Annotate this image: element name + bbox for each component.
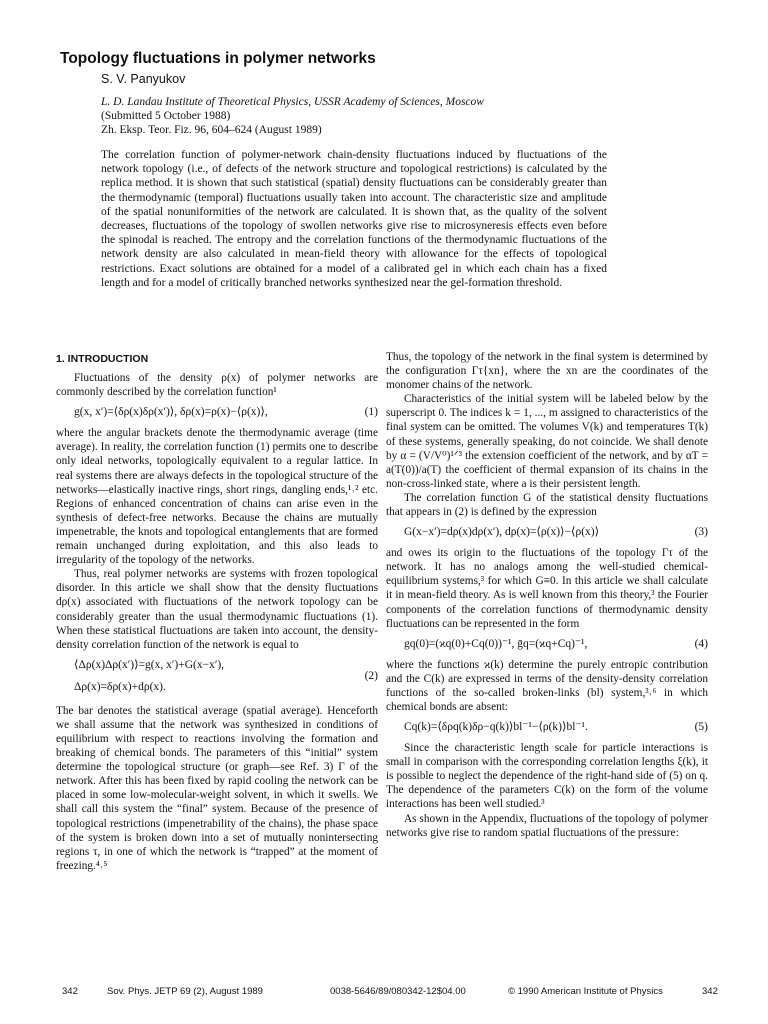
paragraph: The bar denotes the statistical average (spatial average). Henceforth we shall assume that the network was synthesized in conditions of equilibrium with respect to reactions involving the formation and breaking of chemical bonds. The parameters of this “initial” system determine the topological structure (or graph—see Ref. 3) Γ of the network. After this has been fixed by rapid cooling the network can be placed in some low-molecular-weight solvent, in which it swells. We shall call this system the “final” system. Because of the presence of topological restrictions (impenetrability of the chains), the phase space of the system is broken down into a set of mutually nonintersecting regions τ, in one of which the network is “trapped” at the moment of freezing.⁴˒⁵ [56, 704, 378, 872]
paragraph: As shown in the Appendix, fluctuations of the topology of polymer networks give rise to random spatial fluctuations of the pressure: [386, 812, 708, 839]
equation-text: Cq(k)=⟨δρq(k)δρ−q(k)⟩bl⁻¹−⟨ρ(k)⟩bl⁻¹. [404, 721, 588, 734]
paragraph: Thus, real polymer networks are systems with frozen topological disorder. In this article we shall show that the density fluctuations dρ(x) associated with fluctuations of the network topology can be considerably greater than the usual thermodynamic fluctuations (1). When these statistical fluctuations are taken into account, the density-density correlation function of the network is equal to [56, 568, 378, 651]
submitted-date: (Submitted 5 October 1988) [101, 110, 231, 122]
author: S. V. Panyukov [101, 72, 186, 86]
equation-2 [56, 658, 378, 698]
equation-line: ⟨Δρ(x)Δρ(x′)⟩=g(x, x′)+G(x−x′), [74, 658, 225, 671]
paragraph: The correlation function G of the statistical density fluctuations that appears in (2) is defined by the expression [386, 491, 708, 519]
paragraph: and owes its origin to the fluctuations of the topology Γτ of the network. It has no analogs among the well-studied chemical-equilibrium systems,³ for which G≡0. In this article we shall calculate it in mean-field theory. As is well known from this theory,³ the Fourier components of the correlation functions of thermodynamic density fluctuations can be represented in the form [386, 547, 708, 630]
journal-citation: Zh. Eksp. Teor. Fiz. 96, 604–624 (August 1989) [101, 124, 322, 136]
equation-number: (3) [694, 526, 708, 539]
affiliation-block [101, 95, 484, 137]
paragraph: Fluctuations of the density ρ(x) of polymer networks are commonly described by the correlation function¹ [56, 372, 378, 399]
equation-number: (5) [694, 721, 708, 734]
equation-text: G(x−x′)=dρ(x)dρ(x′), dρ(x)=⟨ρ(x)⟩−⟨ρ(x)⟩ [404, 526, 600, 539]
journal-name: Sov. Phys. JETP 69 (2), August 1989 [107, 986, 263, 997]
copyright: © 1990 American Institute of Physics [508, 986, 663, 997]
equation-line: Δρ(x)=δρ(x)+dρ(x). [74, 680, 166, 693]
section-heading: 1. INTRODUCTION [56, 353, 149, 365]
right-column [386, 350, 708, 840]
article-code: 0038-5646/89/080342-12$04.00 [330, 986, 466, 997]
left-column [56, 350, 378, 873]
equation-5 [386, 720, 708, 735]
paper-title: Topology fluctuations in polymer networks [60, 50, 376, 67]
page-footer [0, 986, 768, 1000]
equation-number: (1) [364, 406, 378, 419]
equation-number: (2) [364, 669, 378, 682]
paragraph: where the angular brackets denote the thermodynamic average (time average). In reality, the correlation function (1) permits one to describe only ideal networks, topologically equivalent to a regular lattice. In real systems there are always defects in the topological structure of the networks—elastically inactive rings, short rings, dangling ends,¹˒² etc. Regions of enhanced concentration of chains can arise even in the synthesis of defect-free networks. Because the chains are mutually impenetrable, the knots and topological entanglements that are formed remain unchanged during exploitation, and this also leads to irregularity of the topology of the networks. [56, 427, 378, 567]
equation-1 [56, 405, 378, 420]
page-number-right: 342 [702, 986, 718, 997]
equation-text: g(x, x′)=⟨δρ(x)δρ(x′)⟩, δρ(x)=ρ(x)−⟨ρ(x)⟩, [74, 406, 268, 419]
institution: L. D. Landau Institute of Theoretical Physics, USSR Academy of Sciences, Moscow [101, 96, 484, 108]
equation-4 [386, 637, 708, 652]
page-number-left: 342 [62, 986, 78, 997]
paragraph: Characteristics of the initial system will be labeled below by the superscript 0. The indices k = 1, ..., m assigned to characteristics of the final system can be omitted. The volumes V(k) and temperatures T(k) of these systems, generally speaking, do not coincide. We shall denote by α = (V/V⁰)¹ᐟ³ the extension coefficient of the network, and by αT = a(T(0))/a(T) the coefficient of thermal expansion of its chains in the non-cross-linked state, where a is their persistent length. [386, 393, 708, 490]
equation-text: gq(0)=(ϰq(0)+Cq(0))⁻¹, ḡq=(ϰq+Cq)⁻¹, [404, 637, 588, 650]
abstract: The correlation function of polymer-network chain-density fluctuations induced by fluctuations of the network topology (i.e., of defects of the network structure and topological restrictions) is calculated by the replica method. It is shown that such statistical (spatial) density fluctuations can be considerably greater than the thermodynamic (temporal) fluctuations usually taken into account. The characteristic size and amplitude of the spatial nonuniformities of the network are calculated. It is shown that, as the quality of the solvent decreases, fluctuations of the topology of swollen networks give rise to microsyneresis effects even before the spinodal is reached. The entropy and the correlation functions of the thermodynamic fluctuations of the network density are also calculated in mean-field theory with allowance for the effects of topological restrictions. Exact solutions are obtained for a model of a calibrated gel in which each chain has a fixed length and for a model of critically branched networks synthesized near the gel-formation threshold. [101, 149, 607, 289]
paragraph: Since the characteristic length scale for particle interactions is small in comparison with the corresponding correlation lengths ξ(k), it is possible to neglect the dependence of the right-hand side of (5) on q. The dependence of the parameters C(k) on the form of the volume interactions has been well studied.³ [386, 742, 708, 811]
paragraph: where the functions ϰ(k) determine the purely entropic contribution and the C(k) are expressed in terms of the density-density correlation functions of the so-called broken-links (bl) system,³˒⁶ in which chemical bonds are absent: [386, 658, 708, 713]
equation-number: (4) [694, 637, 708, 650]
equation-3 [386, 525, 708, 540]
paragraph: Thus, the topology of the network in the final system is determined by the configuration Γτ{xn}, where the xn are the coordinates of the monomer chains of the network. [386, 351, 708, 392]
